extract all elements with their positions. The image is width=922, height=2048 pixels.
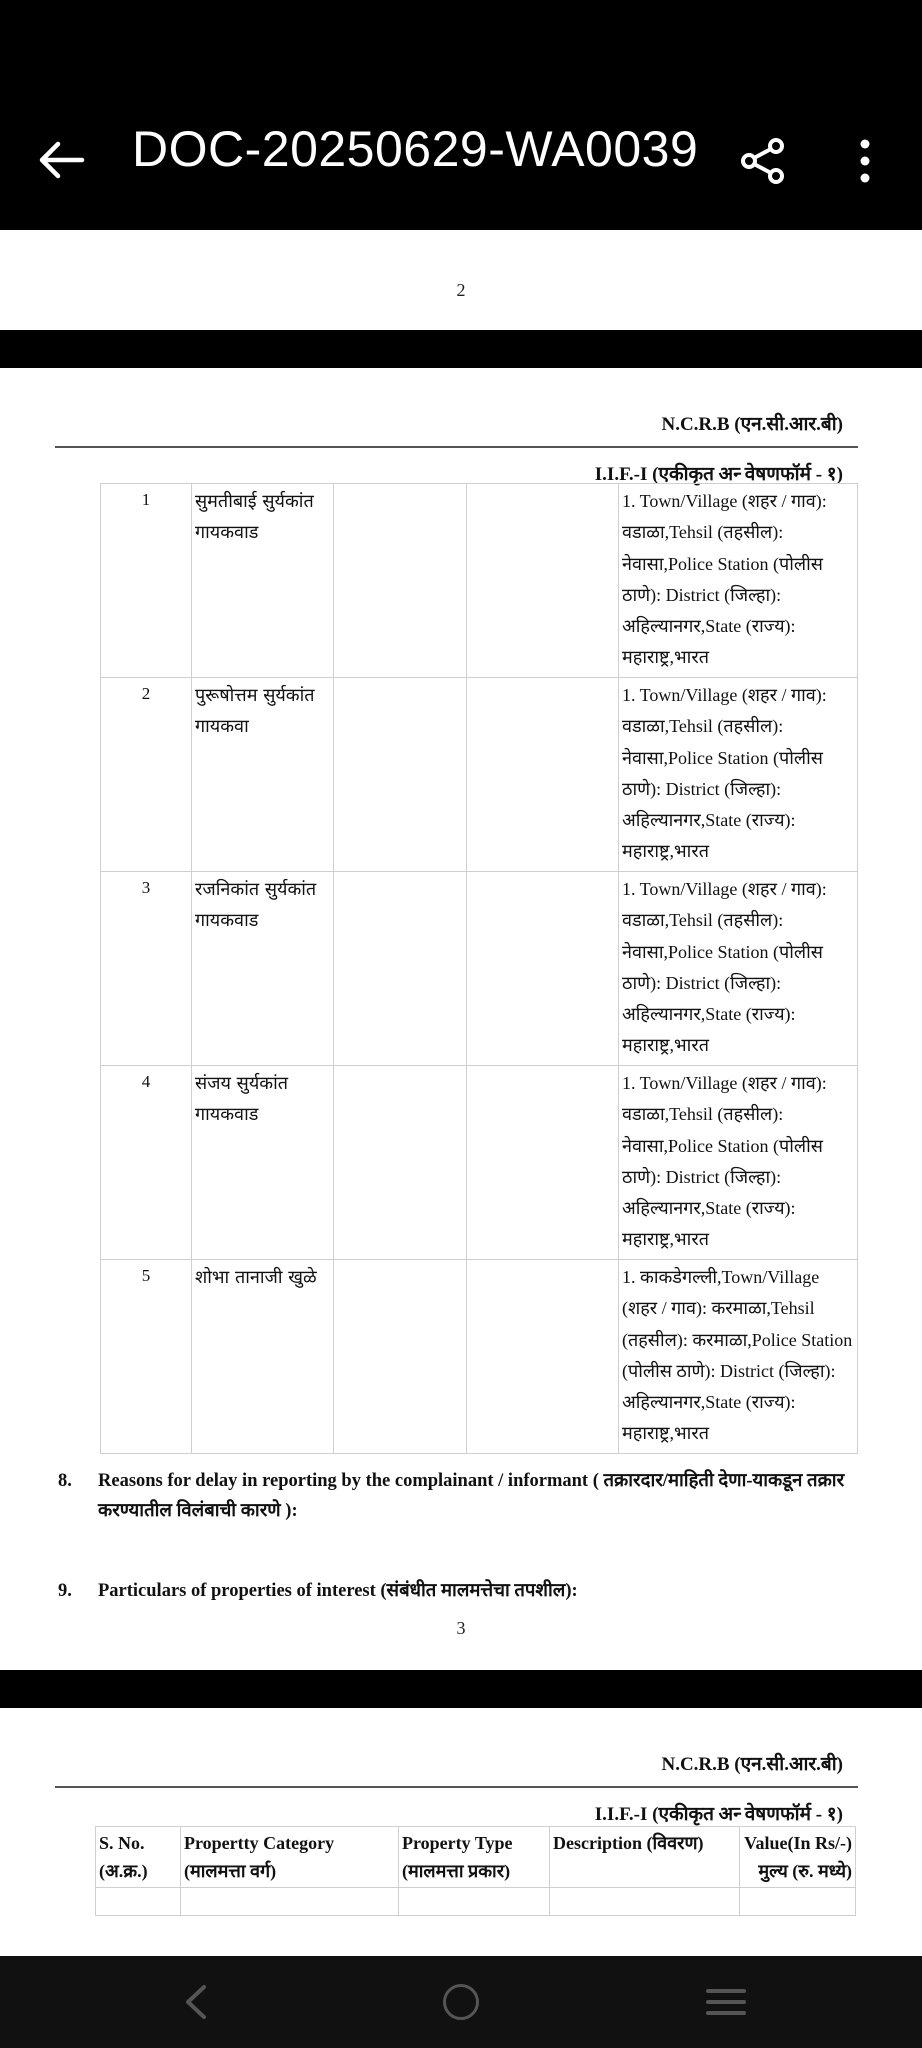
empty-cell — [334, 1260, 467, 1454]
table-row — [101, 484, 858, 678]
serial-number: 5 — [101, 1260, 192, 1454]
column-header: S. No. (अ.क्र.) — [96, 1827, 181, 1888]
ncrb-header: N.C.R.B (एन.सी.आर.बी) — [661, 414, 843, 435]
table-row — [101, 678, 858, 872]
more-vertical-icon[interactable] — [850, 138, 880, 184]
nav-recents-icon[interactable] — [706, 1988, 746, 2016]
column-header: Value(In Rs/-) मुल्य (रु. मध्ये) — [740, 1827, 856, 1888]
person-name: पुरूषोत्तम सुर्यकांत गायकवा — [192, 678, 334, 872]
person-name: संजय सुर्यकांत गायकवाड — [192, 1066, 334, 1260]
iif-header: I.I.F.-I (एकीकृत अन्‍ वेषणफॉर्म - १) — [594, 464, 843, 485]
page-2 — [0, 368, 922, 1670]
table-row — [96, 1888, 856, 1916]
person-address: 1. Town/Village (शहर / गाव): वडाळा,Tehsil (तहसील): नेवासा,Police Station (पोलीस ठाणे): District (जिल्हा): अहिल्यानगर,State (राज्य): महाराष्ट्र,भारत — [619, 678, 858, 872]
table-row — [101, 1260, 858, 1454]
table-header-row — [96, 1827, 856, 1888]
page-number: 2 — [456, 280, 466, 300]
person-address: 1. Town/Village (शहर / गाव): वडाळा,Tehsil (तहसील): नेवासा,Police Station (पोलीस ठाणे): District (जिल्हा): अहिल्यानगर,State (राज्य): महाराष्ट्र,भारत — [619, 872, 858, 1066]
serial-number: 4 — [101, 1066, 192, 1260]
document-title: DOC-20250629-WA0039 — [132, 121, 699, 177]
section-heading: Particulars of properties of interest (संबंधीत मालमत्तेचा तपशील): — [98, 1581, 578, 1601]
empty-cell — [467, 1260, 619, 1454]
empty-cell — [181, 1888, 399, 1916]
empty-cell — [740, 1888, 856, 1916]
table-row — [101, 872, 858, 1066]
page-number: 3 — [456, 1618, 466, 1638]
header-rule — [55, 1786, 858, 1788]
empty-cell — [467, 872, 619, 1066]
empty-cell — [334, 872, 467, 1066]
app-bar — [0, 0, 922, 230]
empty-cell — [467, 484, 619, 678]
section-number: 9. — [58, 1581, 72, 1601]
section-heading: Reasons for delay in reporting by the complainant / informant ( तक्रारदार/माहिती देणा-याकडून तक्रार करण्यातील विलंबाची कारणे ): — [98, 1471, 845, 1521]
person-name: रजनिकांत सुर्यकांत गायकवाड — [192, 872, 334, 1066]
serial-number: 3 — [101, 872, 192, 1066]
system-nav-bar — [0, 1956, 922, 2048]
arrow-left-icon[interactable] — [38, 140, 86, 180]
share-icon[interactable] — [740, 138, 786, 184]
ncrb-header: N.C.R.B (एन.सी.आर.बी) — [661, 1754, 843, 1775]
person-name: सुमतीबाई सुर्यकांत गायकवाड — [192, 484, 334, 678]
properties-table — [95, 1826, 856, 1916]
serial-number: 2 — [101, 678, 192, 872]
empty-cell — [96, 1888, 181, 1916]
person-name: शोभा तानाजी खुळे — [192, 1260, 334, 1454]
empty-cell — [334, 1066, 467, 1260]
person-address: 1. Town/Village (शहर / गाव): वडाळा,Tehsil (तहसील): नेवासा,Police Station (पोलीस ठाणे): District (जिल्हा): अहिल्यानगर,State (राज्य): महाराष्ट्र,भारत — [619, 1066, 858, 1260]
table-row — [101, 1066, 858, 1260]
serial-number: 1 — [101, 484, 192, 678]
nav-back-icon[interactable] — [180, 1984, 210, 2020]
empty-cell — [550, 1888, 740, 1916]
column-header: Description (विवरण) — [550, 1827, 740, 1888]
column-header: Property Type (मालमत्ता प्रकार) — [399, 1827, 550, 1888]
iif-header: I.I.F.-I (एकीकृत अन्‍ वेषणफॉर्म - १) — [594, 1804, 843, 1825]
nav-home-icon[interactable] — [443, 1984, 479, 2020]
person-address: 1. काकडेगल्ली,Town/Village (शहर / गाव): करमाळा,Tehsil (तहसील): करमाळा,Police Station (पोलीस ठाणे): District (जिल्हा): अहिल्यानगर,State (राज्य): महाराष्ट्र,भारत — [619, 1260, 858, 1454]
persons-table — [100, 483, 858, 1454]
column-header: Propertty Category (मालमत्ता वर्ग) — [181, 1827, 399, 1888]
empty-cell — [399, 1888, 550, 1916]
person-address: 1. Town/Village (शहर / गाव): वडाळा,Tehsil (तहसील): नेवासा,Police Station (पोलीस ठाणे): District (जिल्हा): अहिल्यानगर,State (राज्य): महाराष्ट्र,भारत — [619, 484, 858, 678]
empty-cell — [467, 1066, 619, 1260]
empty-cell — [334, 678, 467, 872]
header-rule — [55, 446, 858, 448]
section-number: 8. — [58, 1471, 72, 1491]
page-1-tail — [0, 230, 922, 330]
empty-cell — [334, 484, 467, 678]
empty-cell — [467, 678, 619, 872]
page-3 — [0, 1708, 922, 1956]
